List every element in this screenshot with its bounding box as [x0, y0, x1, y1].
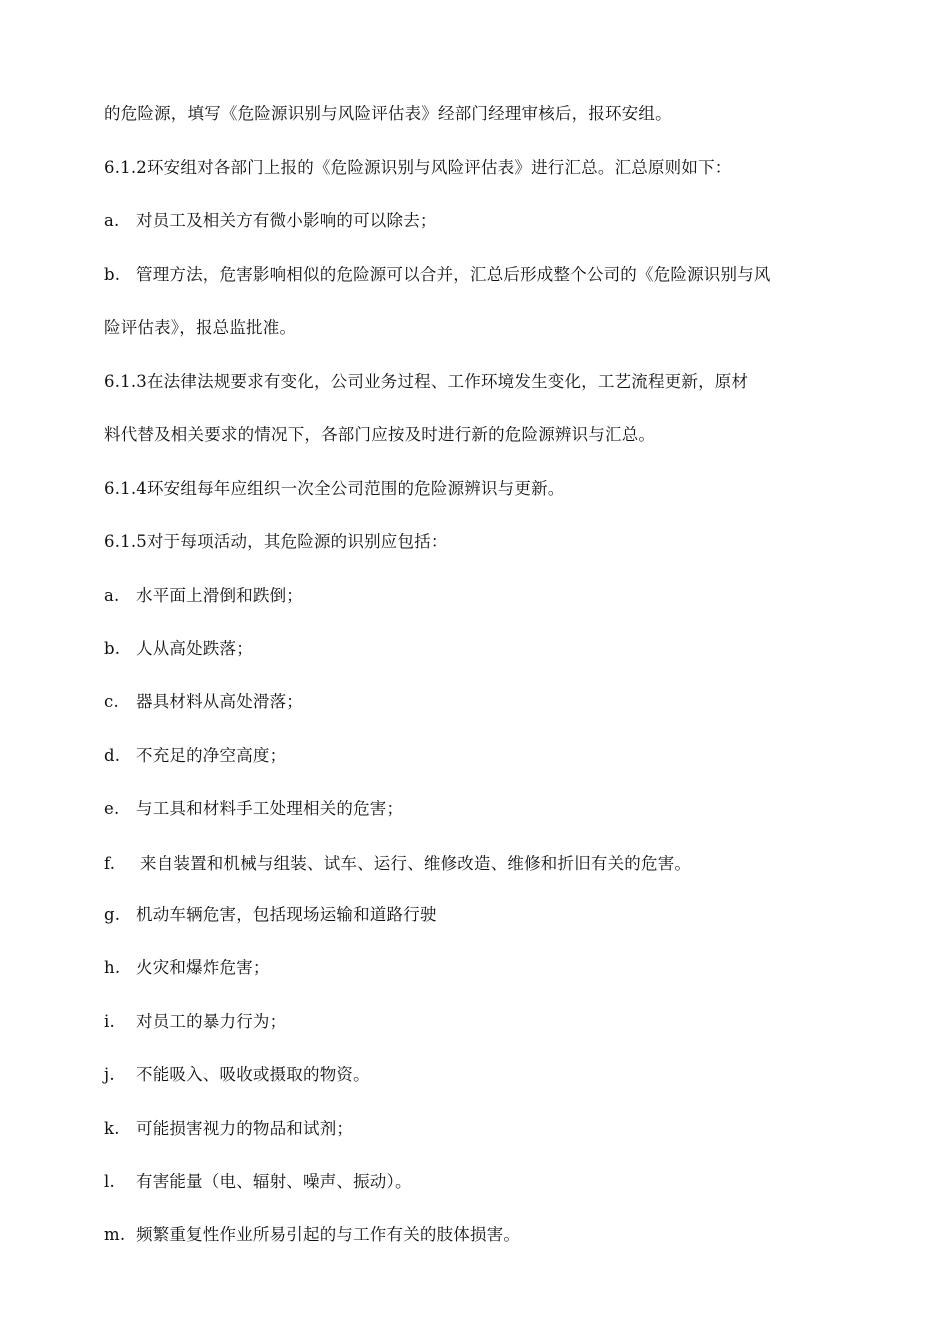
paragraph-text: 料代替及相关要求的情况下，各部门应按及时进行新的危险源辨识与汇总。 — [104, 425, 656, 444]
item-text: 管理方法，危害影响相似的危险源可以合并，汇总后形成整个公司的《危险源识别与风 — [136, 265, 771, 284]
item-text: 器具材料从高处滑落； — [136, 692, 303, 711]
item-label: k. — [104, 1119, 120, 1138]
item-text: 对员工的暴力行为； — [136, 1012, 287, 1031]
paragraph-continuation — [104, 103, 874, 125]
section-6-1-4 — [104, 478, 874, 500]
item-text: 水平面上滑倒和跌倒； — [136, 586, 303, 605]
hazard-item-j — [104, 1064, 874, 1086]
section-6-1-2 — [104, 157, 874, 179]
principle-item-a — [104, 210, 874, 232]
item-text: 人从高处跌落； — [136, 639, 253, 658]
principle-item-b — [104, 264, 874, 286]
principle-item-b-continuation — [104, 317, 874, 339]
item-label: f. — [104, 854, 116, 873]
section-6-1-3-continuation — [104, 424, 874, 446]
section-6-1-3 — [104, 371, 874, 393]
paragraph-text: 6.1.2环安组对各部门上报的《危险源识别与风险评估表》进行汇总。汇总原则如下： — [104, 158, 732, 177]
paragraph-text: 6.1.3在法律法规要求有变化，公司业务过程、工作环境发生变化，工艺流程更新，原材 — [104, 372, 749, 391]
item-label: m. — [104, 1225, 126, 1244]
section-6-1-5 — [104, 531, 874, 553]
paragraph-text: 6.1.4环安组每年应组织一次全公司范围的危险源辨识与更新。 — [104, 479, 565, 498]
item-label: b. — [104, 639, 121, 658]
item-label: j. — [104, 1065, 115, 1084]
hazard-item-k — [104, 1118, 874, 1140]
item-label: l. — [104, 1172, 115, 1191]
hazard-item-g — [104, 904, 874, 926]
item-label: d. — [104, 746, 121, 765]
item-text: 与工具和材料手工处理相关的危害； — [136, 799, 404, 818]
hazard-item-a — [104, 585, 874, 607]
paragraph-text: 6.1.5对于每项活动，其危险源的识别应包括： — [104, 532, 448, 551]
item-label: i. — [104, 1012, 115, 1031]
item-label: a. — [104, 586, 120, 605]
item-text: 有害能量（电、辐射、噪声、振动）。 — [136, 1172, 412, 1191]
item-label: g. — [104, 905, 121, 924]
item-text: 不充足的净空高度； — [136, 746, 287, 765]
hazard-item-i — [104, 1011, 874, 1033]
item-label: h. — [104, 958, 121, 977]
item-label: c. — [104, 692, 119, 711]
hazard-item-m — [104, 1224, 874, 1246]
item-text: 不能吸入、吸收或摄取的物资。 — [136, 1065, 370, 1084]
paragraph-text: 的危险源，填写《危险源识别与风险评估表》经部门经理审核后，报环安组。 — [104, 104, 672, 123]
item-label: e. — [104, 799, 120, 818]
item-label: b. — [104, 265, 121, 284]
hazard-item-l — [104, 1171, 874, 1193]
item-text: 机动车辆危害，包括现场运输和道路行驶 — [136, 905, 437, 924]
hazard-item-d — [104, 745, 874, 767]
item-text: 对员工及相关方有微小影响的可以除去； — [136, 211, 437, 230]
item-label: a. — [104, 211, 120, 230]
hazard-item-c — [104, 691, 874, 713]
item-text: 火灾和爆炸危害； — [136, 958, 270, 977]
hazard-item-h — [104, 957, 874, 979]
item-text: 来自装置和机械与组装、试车、运行、维修改造、维修和折旧有关的危害。 — [140, 854, 692, 873]
item-text: 险评估表》，报总监批准。 — [104, 318, 297, 337]
hazard-item-b — [104, 638, 874, 660]
hazard-item-e — [104, 798, 874, 820]
item-text: 频繁重复性作业所易引起的与工作有关的肢体损害。 — [136, 1225, 521, 1244]
item-text: 可能损害视力的物品和试剂； — [136, 1119, 354, 1138]
hazard-item-f — [104, 853, 874, 875]
